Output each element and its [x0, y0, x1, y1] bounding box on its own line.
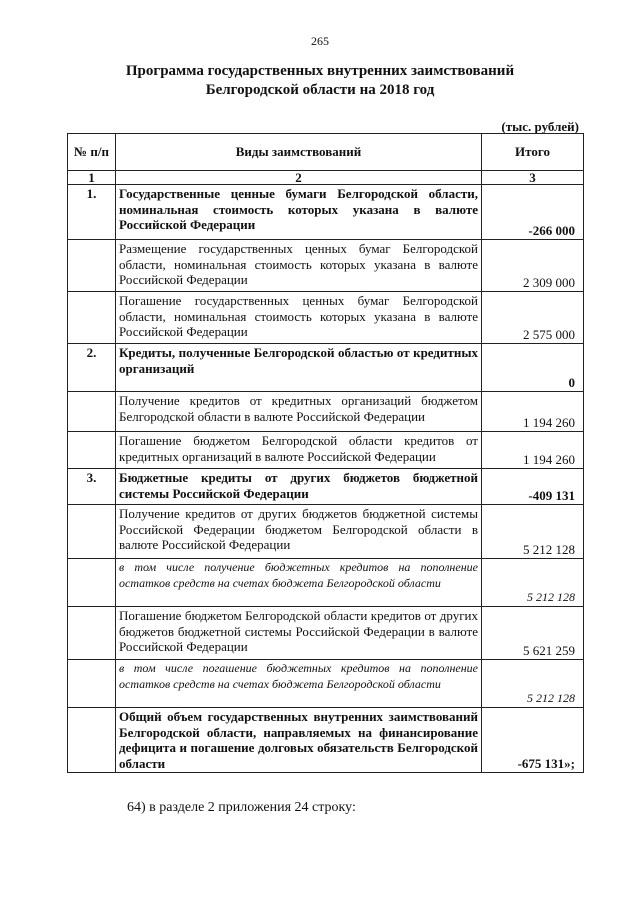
row-value: 2 575 000 — [482, 292, 584, 344]
row-name: Кредиты, полученные Белгородской областью от кредитных организаций — [116, 344, 482, 392]
row-value: 1 194 260 — [482, 432, 584, 469]
row-name: Бюджетные кредиты от других бюджетов бюджетной системы Российской Федерации — [116, 469, 482, 505]
row-value: 2 309 000 — [482, 240, 584, 292]
units-label: (тыс. рублей) — [501, 119, 579, 134]
row-number — [68, 559, 116, 607]
document-title — [0, 62, 640, 100]
row-name: Государственные ценные бумаги Белгородской области, номинальная стоимость которых указана в валюте Российской Федерации — [116, 185, 482, 240]
table-row — [68, 660, 584, 708]
row-name: в том числе погашение бюджетных кредитов на пополнение остатков средств на счетах бюджета Белгородской области — [116, 660, 482, 708]
page-number: 265 — [311, 34, 329, 48]
index-row — [68, 171, 584, 185]
row-name: в том числе получение бюджетных кредитов на пополнение остатков средств на счетах бюджета Белгородской области — [116, 559, 482, 607]
row-value: -409 131 — [482, 469, 584, 505]
table-row — [68, 344, 584, 392]
row-number: 3. — [68, 469, 116, 505]
row-value: -266 000 — [482, 185, 584, 240]
table-row — [68, 392, 584, 432]
table-row — [68, 708, 584, 773]
row-name: Общий объем государственных внутренних заимствований Белгородской области, направляемых на финансирование дефицита и погашение долговых обязательств Белгородской области — [116, 708, 482, 773]
index-cell-2: 2 — [116, 171, 482, 185]
title-line-2: Белгородской области на 2018 год — [205, 82, 435, 98]
row-value: 5 212 128 — [482, 559, 584, 607]
footer-text: 64) в разделе 2 приложения 24 строку: — [127, 800, 356, 815]
row-number — [68, 708, 116, 773]
row-number — [68, 392, 116, 432]
header-name: Виды заимствований — [116, 134, 482, 171]
row-value: 1 194 260 — [482, 392, 584, 432]
row-value: -675 131»; — [482, 708, 584, 773]
row-number — [68, 292, 116, 344]
row-name: Получение кредитов от кредитных организаций бюджетом Белгородской области в валюте Российской Федерации — [116, 392, 482, 432]
row-number — [68, 505, 116, 559]
row-name: Получение кредитов от других бюджетов бюджетной системы Российской Федерации бюджетом Белгородской области в валюте Российской Федерации — [116, 505, 482, 559]
row-value: 5 212 128 — [482, 505, 584, 559]
row-value: 0 — [482, 344, 584, 392]
table-row — [68, 240, 584, 292]
index-cell-3: 3 — [482, 171, 584, 185]
row-name: Размещение государственных ценных бумаг Белгородской области, номинальная стоимость которых указана в валюте Российской Федерации — [116, 240, 482, 292]
index-cell-1: 1 — [68, 171, 116, 185]
header-num: № п/п — [68, 134, 116, 171]
row-name: Погашение бюджетом Белгородской области кредитов от других бюджетов бюджетной системы Российской Федерации в валюте Российской Федерации — [116, 607, 482, 660]
row-number — [68, 240, 116, 292]
table-row — [68, 469, 584, 505]
table-row — [68, 607, 584, 660]
table-row — [68, 432, 584, 469]
table-row — [68, 559, 584, 607]
row-number: 2. — [68, 344, 116, 392]
title-line-1: Программа государственных внутренних заимствований — [125, 63, 515, 79]
header-row — [68, 134, 584, 171]
header-total: Итого — [482, 134, 584, 171]
table-row — [68, 292, 584, 344]
row-number — [68, 660, 116, 708]
table-body — [68, 134, 584, 773]
table-row — [68, 185, 584, 240]
row-value: 5 621 259 — [482, 607, 584, 660]
row-name: Погашение государственных ценных бумаг Белгородской области, номинальная стоимость которых указана в валюте Российской Федерации — [116, 292, 482, 344]
table-row — [68, 505, 584, 559]
row-number — [68, 607, 116, 660]
row-number: 1. — [68, 185, 116, 240]
row-name: Погашение бюджетом Белгородской области кредитов от кредитных организаций в валюте Российской Федерации — [116, 432, 482, 469]
row-value: 5 212 128 — [482, 660, 584, 708]
row-number — [68, 432, 116, 469]
borrowings-table — [67, 133, 584, 773]
